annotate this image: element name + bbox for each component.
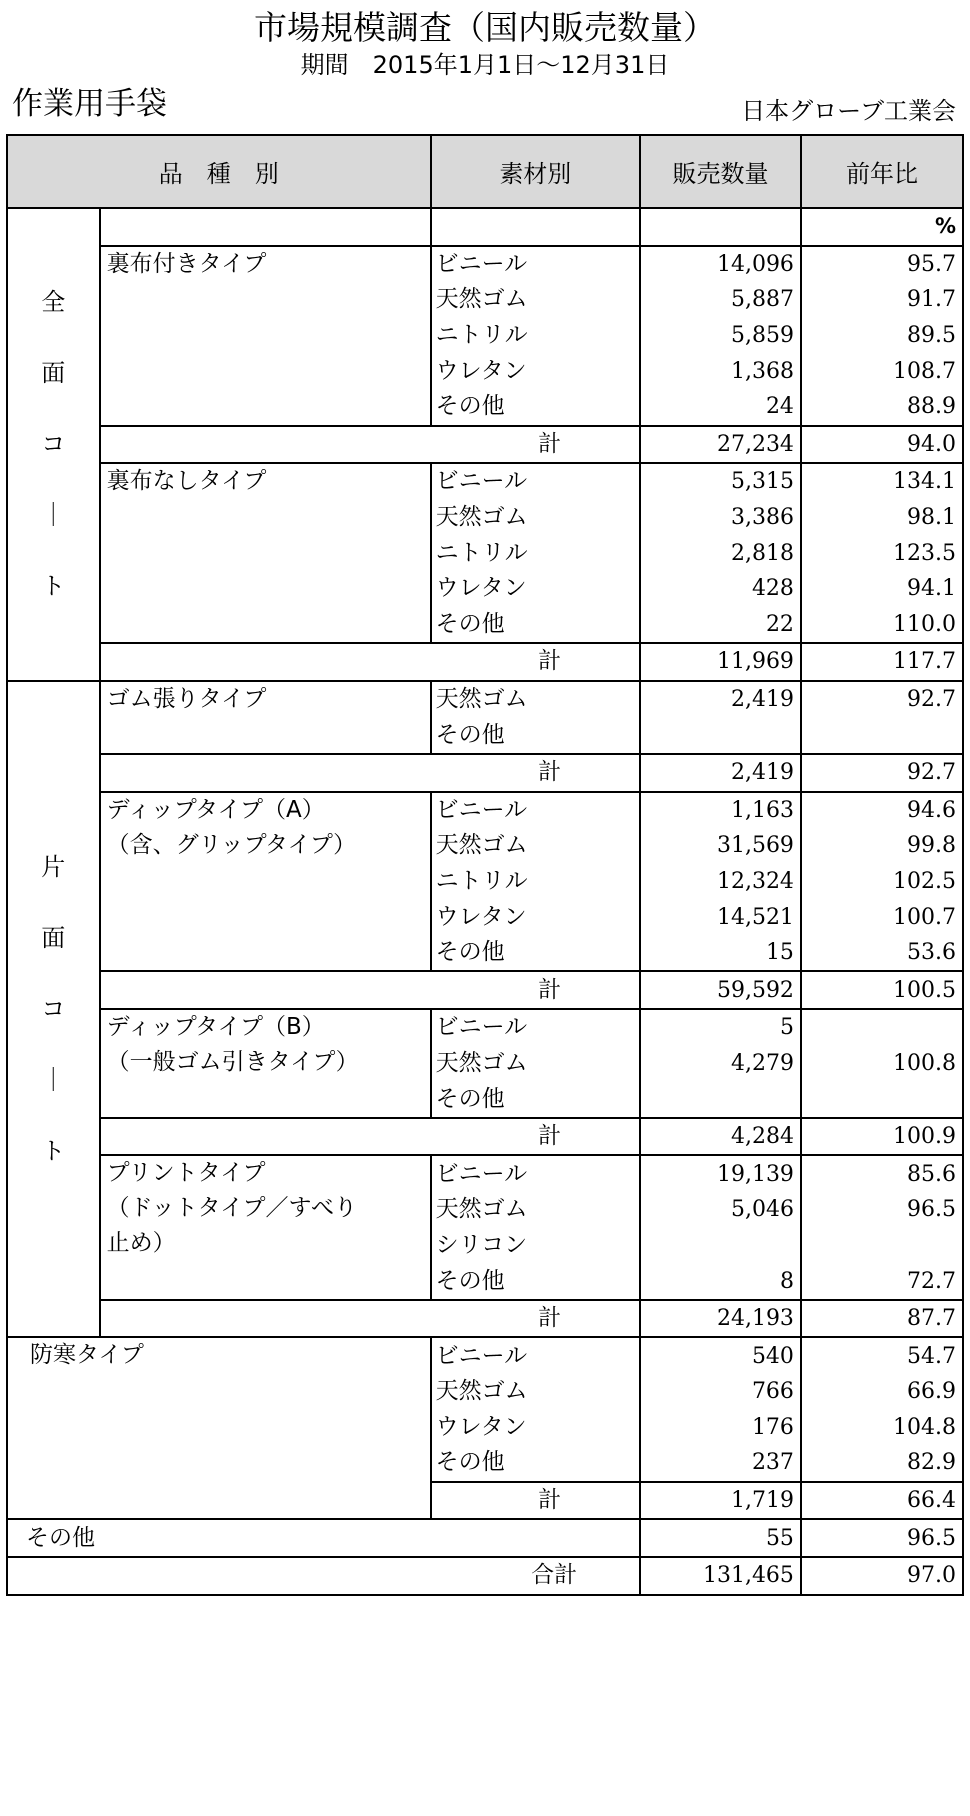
material-cell: 天然ゴム <box>431 282 640 318</box>
section-char: 面 <box>41 358 66 387</box>
sales-cell: 12,324 <box>640 864 801 900</box>
subtotal-row <box>7 643 963 681</box>
grand-total-yoy: 97.0 <box>801 1557 963 1595</box>
material-cell: ウレタン <box>431 571 640 607</box>
material-cell: その他 <box>431 1263 640 1300</box>
sales-cell: 4,279 <box>640 1046 801 1082</box>
section-char: ｜ <box>41 1065 66 1094</box>
type-name: （一般ゴム引きタイプ） <box>106 1049 359 1076</box>
material-cell: その他 <box>431 935 640 972</box>
subtotal-sales: 4,284 <box>640 1118 801 1156</box>
yoy-cell: 104.8 <box>801 1410 963 1446</box>
subtotal-yoy: 66.4 <box>801 1482 963 1520</box>
material-cell: ビニール <box>431 1155 640 1192</box>
material-cell: その他 <box>431 1445 640 1482</box>
material-cell: その他 <box>431 717 640 754</box>
yoy-cell: 100.8 <box>801 1046 963 1082</box>
material-cell: ビニール <box>431 463 640 500</box>
material-cell: その他 <box>431 607 640 644</box>
table-row <box>7 1337 963 1374</box>
material-cell: ビニール <box>431 246 640 283</box>
sales-cell: 5,046 <box>640 1192 801 1228</box>
subtotal-row <box>7 1482 963 1520</box>
yoy-cell: 110.0 <box>801 607 963 644</box>
sales-cell: 19,139 <box>640 1155 801 1192</box>
type-name: （ドットタイプ／すべり <box>106 1195 358 1222</box>
type-name: 裏布付きタイプ <box>106 250 267 277</box>
product-category: 作業用手袋 <box>12 86 167 122</box>
subtotal-row <box>7 1118 963 1156</box>
yoy-cell: 82.9 <box>801 1445 963 1482</box>
subtotal-yoy: 100.5 <box>801 971 963 1009</box>
subtotal-label: 計 <box>100 643 640 681</box>
yoy-cell: 85.6 <box>801 1155 963 1192</box>
col-header-material: 素材別 <box>431 135 640 208</box>
type-name-cell <box>100 792 431 972</box>
section-char: 片 <box>41 852 66 881</box>
section-char: ト <box>41 1136 66 1165</box>
material-cell: 天然ゴム <box>431 1374 640 1410</box>
yoy-cell <box>801 717 963 754</box>
material-cell: 天然ゴム <box>431 1046 640 1082</box>
subtotal-label: 計 <box>431 1482 640 1520</box>
yoy-cell <box>801 1009 963 1046</box>
table-row <box>7 1009 963 1046</box>
material-cell: ニトリル <box>431 318 640 354</box>
type-name: （含、グリップタイプ） <box>106 831 357 858</box>
type-name: ディップタイプ（B） <box>106 1014 325 1041</box>
type-name: 止め） <box>106 1230 176 1257</box>
section-label-katamen <box>7 681 100 1338</box>
subtotal-label: 計 <box>100 1118 640 1156</box>
sales-cell: 14,521 <box>640 899 801 935</box>
table-row <box>7 1155 963 1192</box>
sales-cell: 22 <box>640 607 801 644</box>
yoy-cell: 102.5 <box>801 864 963 900</box>
material-cell: ウレタン <box>431 1410 640 1446</box>
section-char: コ <box>41 994 66 1023</box>
material-cell: 天然ゴム <box>431 828 640 864</box>
section-label-zenmen <box>7 208 100 681</box>
yoy-cell: 134.1 <box>801 463 963 500</box>
section-char: ｜ <box>41 500 66 529</box>
type-name-cell <box>100 681 431 754</box>
subtotal-sales: 27,234 <box>640 426 801 464</box>
yoy-cell: 94.1 <box>801 571 963 607</box>
material-cell: ニトリル <box>431 864 640 900</box>
sales-cell: 31,569 <box>640 828 801 864</box>
sales-cell: 1,163 <box>640 792 801 829</box>
table-row <box>7 463 963 500</box>
grand-total-label: 合計 <box>431 1557 640 1595</box>
sales-cell: 176 <box>640 1410 801 1446</box>
material-cell: シリコン <box>431 1228 640 1264</box>
yoy-cell: 123.5 <box>801 535 963 571</box>
material-cell: ビニール <box>431 792 640 829</box>
type-name-cell <box>100 246 431 426</box>
subtotal-sales: 2,419 <box>640 754 801 792</box>
page-title: 市場規模調査（国内販売数量） <box>254 8 716 47</box>
yoy-cell: 53.6 <box>801 935 963 972</box>
subtotal-yoy: 117.7 <box>801 643 963 681</box>
material-cell: ウレタン <box>431 353 640 389</box>
section-char: 全 <box>41 287 66 316</box>
material-cell: 天然ゴム <box>431 1192 640 1228</box>
type-name: 裏布なしタイプ <box>106 468 267 495</box>
subtotal-label: 計 <box>100 754 640 792</box>
material-cell: ビニール <box>431 1009 640 1046</box>
col-header-yoy: 前年比 <box>801 135 963 208</box>
type-name-cell <box>100 1009 431 1118</box>
yoy-cell: 54.7 <box>801 1337 963 1374</box>
sales-cell: 2,419 <box>640 681 801 718</box>
blank-cell <box>640 208 801 246</box>
type-name: ディップタイプ（A） <box>106 796 325 823</box>
sales-cell <box>640 1228 801 1264</box>
subtotal-yoy: 92.7 <box>801 754 963 792</box>
sales-cell: 5,887 <box>640 282 801 318</box>
material-cell: 天然ゴム <box>431 681 640 718</box>
yoy-cell <box>801 1081 963 1118</box>
type-name-cell <box>7 1337 431 1481</box>
type-name: ゴム張りタイプ <box>106 685 267 712</box>
sales-cell: 540 <box>640 1337 801 1374</box>
blank-cell <box>7 1482 431 1520</box>
subtotal-yoy: 100.9 <box>801 1118 963 1156</box>
material-cell: ウレタン <box>431 899 640 935</box>
col-header-type: 品 種 別 <box>7 135 431 208</box>
subtotal-label: 計 <box>100 971 640 1009</box>
yoy-cell: 95.7 <box>801 246 963 283</box>
blank-cell <box>431 208 640 246</box>
subtotal-yoy: 87.7 <box>801 1300 963 1338</box>
sales-cell: 3,386 <box>640 500 801 536</box>
subtotal-row <box>7 971 963 1009</box>
grand-total-sales: 131,465 <box>640 1557 801 1595</box>
material-cell: ニトリル <box>431 535 640 571</box>
sales-cell: 428 <box>640 571 801 607</box>
subtotal-sales: 11,969 <box>640 643 801 681</box>
table-row <box>7 792 963 829</box>
other-yoy: 96.5 <box>801 1519 963 1557</box>
yoy-cell: 89.5 <box>801 318 963 354</box>
subtotal-row <box>7 1300 963 1338</box>
percent-unit: % <box>801 208 963 246</box>
type-name: 防寒タイプ <box>30 1342 144 1369</box>
subtotal-yoy: 94.0 <box>801 426 963 464</box>
section-char: ト <box>41 571 66 600</box>
sales-cell: 766 <box>640 1374 801 1410</box>
sales-cell: 8 <box>640 1263 801 1300</box>
yoy-cell <box>801 1228 963 1264</box>
type-name-cell <box>100 463 431 643</box>
section-char: コ <box>41 429 66 458</box>
yoy-cell: 100.7 <box>801 899 963 935</box>
subtotal-sales: 1,719 <box>640 1482 801 1520</box>
material-cell: その他 <box>431 1081 640 1118</box>
section-char: 面 <box>41 923 66 952</box>
type-name: プリントタイプ <box>106 1160 266 1187</box>
sales-cell: 24 <box>640 389 801 426</box>
yoy-cell: 66.9 <box>801 1374 963 1410</box>
market-size-table <box>6 134 964 1596</box>
sales-cell: 5,315 <box>640 463 801 500</box>
material-cell: 天然ゴム <box>431 500 640 536</box>
subtotal-row <box>7 426 963 464</box>
table-row <box>7 208 963 246</box>
other-row <box>7 1519 963 1557</box>
table-row <box>7 246 963 283</box>
yoy-cell: 88.9 <box>801 389 963 426</box>
yoy-cell: 99.8 <box>801 828 963 864</box>
table-header-row <box>7 135 963 208</box>
yoy-cell: 72.7 <box>801 1263 963 1300</box>
sales-cell: 14,096 <box>640 246 801 283</box>
period-label: 期間 2015年1月1日～12月31日 <box>300 51 670 79</box>
yoy-cell: 108.7 <box>801 353 963 389</box>
blank-cell <box>7 1557 431 1595</box>
yoy-cell: 91.7 <box>801 282 963 318</box>
subtotal-sales: 24,193 <box>640 1300 801 1338</box>
other-sales: 55 <box>640 1519 801 1557</box>
type-name-cell <box>100 1155 431 1299</box>
subtotal-sales: 59,592 <box>640 971 801 1009</box>
other-label: その他 <box>7 1519 640 1557</box>
subtotal-label: 計 <box>100 426 640 464</box>
blank-cell <box>100 208 431 246</box>
material-cell: ビニール <box>431 1337 640 1374</box>
sales-cell: 5 <box>640 1009 801 1046</box>
sales-cell: 15 <box>640 935 801 972</box>
subtotal-label: 計 <box>100 1300 640 1338</box>
yoy-cell: 94.6 <box>801 792 963 829</box>
yoy-cell: 96.5 <box>801 1192 963 1228</box>
col-header-sales: 販売数量 <box>640 135 801 208</box>
sales-cell: 1,368 <box>640 353 801 389</box>
sales-cell: 2,818 <box>640 535 801 571</box>
sales-cell <box>640 717 801 754</box>
table-row <box>7 681 963 718</box>
material-cell: その他 <box>431 389 640 426</box>
yoy-cell: 92.7 <box>801 681 963 718</box>
subtotal-row <box>7 754 963 792</box>
grand-total-row <box>7 1557 963 1595</box>
sales-cell: 237 <box>640 1445 801 1482</box>
sales-cell: 5,859 <box>640 318 801 354</box>
organization-name: 日本グローブ工業会 <box>741 97 956 125</box>
sales-cell <box>640 1081 801 1118</box>
yoy-cell: 98.1 <box>801 500 963 536</box>
